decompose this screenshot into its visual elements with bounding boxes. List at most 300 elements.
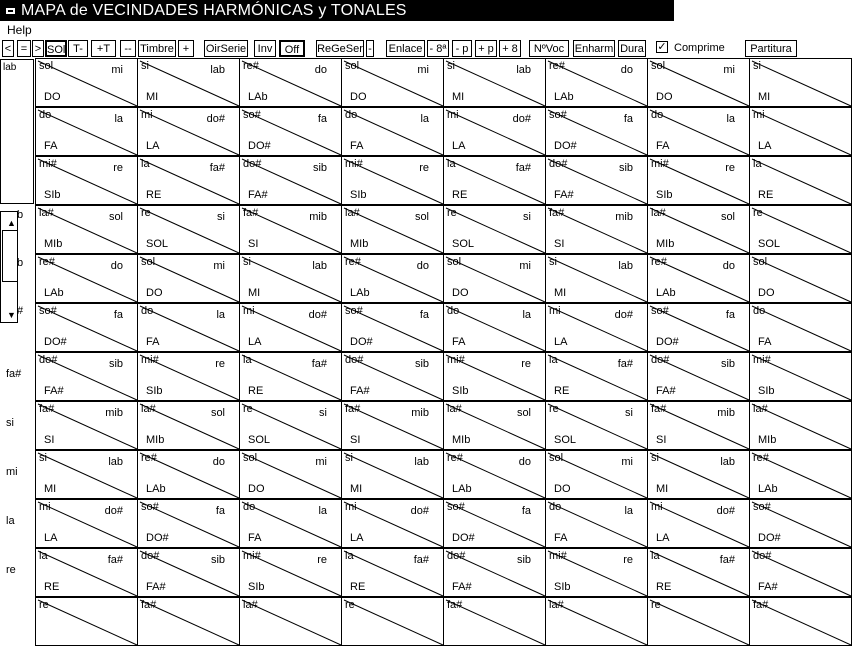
chord-cell[interactable] [239,303,342,352]
chord-cell[interactable] [35,205,138,254]
upper-note: sol [141,256,156,268]
chord-cell[interactable] [545,303,648,352]
chord-cell[interactable] [137,107,240,156]
chord-cell[interactable] [647,58,750,107]
chord-cell[interactable] [35,303,138,352]
chord-name: DO# [452,532,475,544]
chord-cell[interactable] [749,254,852,303]
chord-cell[interactable] [239,107,342,156]
side-note: mib [105,407,123,419]
toolbar-button[interactable]: + 8 [499,40,521,57]
upper-note: re [141,207,151,219]
chord-cell[interactable] [545,401,648,450]
upper-note: la [753,158,762,170]
chord-cell[interactable] [545,548,648,597]
upper-note: re [447,207,457,219]
chord-cell[interactable] [239,205,342,254]
toolbar-button[interactable]: Enharm [573,40,615,57]
scroll-label-flat-1: b [17,209,24,221]
toolbar-button[interactable]: SOl [45,40,67,57]
chord-cell[interactable] [443,303,546,352]
toolbar-button[interactable]: +T [91,40,116,57]
side-note: do [518,456,531,468]
chord-cell[interactable] [443,254,546,303]
window-title: MAPA de VECINDADES HARMÓNICAS y TONALES [21,1,407,19]
side-note: mib [717,407,735,419]
upper-note: mi# [141,354,159,366]
side-note: do [722,260,735,272]
chord-name: MI [758,91,771,103]
chord-cell[interactable] [239,597,342,646]
row-label: si [6,417,14,429]
side-note: mib [615,211,633,223]
toolbar-button[interactable]: OirSerie [204,40,248,57]
chord-cell[interactable] [443,450,546,499]
upper-note: la [141,158,150,170]
upper-note: so# [39,305,57,317]
chord-cell[interactable] [35,254,138,303]
chord-name: MIb [146,434,165,446]
chord-name: FA [248,532,262,544]
side-note: re [419,162,429,174]
chord-cell[interactable] [749,499,852,548]
toolbar-button[interactable]: > [32,40,44,57]
chord-cell[interactable] [341,499,444,548]
chord-name: MI [146,91,159,103]
chord-name: FA [350,140,364,152]
chord-cell[interactable] [35,58,138,107]
chord-name: FA [656,140,670,152]
chord-cell[interactable] [443,107,546,156]
upper-note: sol [39,60,54,72]
chord-cell[interactable] [239,58,342,107]
upper-note: si [243,256,251,268]
chord-cell[interactable] [341,303,444,352]
upper-note: si [141,60,149,72]
chord-cell[interactable] [137,499,240,548]
side-note: re [521,358,531,370]
upper-note: sol [651,60,666,72]
chord-cell[interactable] [137,303,240,352]
chord-name: LA [452,140,466,152]
side-note: do# [206,113,225,125]
chord-cell[interactable] [35,499,138,548]
side-note: lab [210,64,225,76]
upper-note: fa# [141,599,157,611]
chord-cell[interactable] [749,548,852,597]
side-note: sib [516,554,531,566]
scroll-thumb[interactable] [2,230,18,282]
side-note: fa# [413,554,429,566]
row-label: la [6,515,15,527]
chord-cell[interactable] [137,450,240,499]
toolbar-button[interactable]: T- [68,40,88,57]
side-note: si [319,407,327,419]
chord-cell[interactable] [239,401,342,450]
chord-name: DO [554,483,571,495]
upper-note: so# [345,305,363,317]
chord-name: SIb [554,581,571,593]
toolbar-button[interactable]: = [17,40,31,57]
upper-note: mi# [39,158,57,170]
upper-note: la# [141,403,156,415]
chord-cell[interactable] [443,499,546,548]
upper-note: si [651,452,659,464]
chord-cell[interactable] [239,156,342,205]
upper-note: do [753,305,766,317]
chord-name: LA [554,336,568,348]
toolbar-button[interactable]: - 8ª [427,40,449,57]
side-note: mi [111,64,123,76]
upper-note: si [447,60,455,72]
chord-cell[interactable] [443,548,546,597]
side-note: sib [210,554,225,566]
side-note: mi [621,456,633,468]
chord-cell[interactable] [137,205,240,254]
upper-note: la [39,550,48,562]
chord-cell[interactable] [239,450,342,499]
side-note: re [623,554,633,566]
chord-cell[interactable] [545,205,648,254]
side-note: la [726,113,735,125]
chord-cell[interactable] [545,254,648,303]
chord-cell[interactable] [35,156,138,205]
chord-cell[interactable] [749,597,852,646]
row-label: mi [6,466,18,478]
side-note: re [215,358,225,370]
upper-note: la [345,550,354,562]
menu-help[interactable]: Help [7,23,32,37]
upper-note: do# [549,158,568,170]
chord-cell[interactable] [35,597,138,646]
chord-cell[interactable] [647,450,750,499]
chord-cell[interactable] [341,450,444,499]
side-note: fa# [515,162,531,174]
upper-note: do [549,501,562,513]
chord-name: MIb [350,238,369,250]
chord-name: SI [44,434,55,446]
upper-note: fa# [549,207,565,219]
chord-cell[interactable] [545,499,648,548]
comprime-checkbox[interactable]: ✓ [657,41,667,53]
toolbar-button[interactable]: Off [279,40,305,57]
upper-note: sol [345,60,360,72]
chord-cell[interactable] [341,107,444,156]
chord-name: RE [146,189,162,201]
chord-name: FA [554,532,568,544]
upper-note: mi# [345,158,363,170]
upper-note: la# [243,599,258,611]
chord-name: SIb [146,385,163,397]
chord-cell[interactable] [749,205,852,254]
side-note: la [318,505,327,517]
comprime-label: Comprime [674,42,725,54]
upper-note: so# [753,501,771,513]
side-note: lab [108,456,123,468]
note-list-box[interactable] [0,59,34,204]
chord-cell[interactable] [443,401,546,450]
upper-note: do [243,501,256,513]
upper-note: la# [345,207,360,219]
scroll-label-sharp: # [17,305,24,317]
upper-note: la# [549,599,564,611]
chord-cell[interactable] [35,450,138,499]
chord-cell[interactable] [545,352,648,401]
chord-cell[interactable] [443,58,546,107]
upper-note: so# [651,305,669,317]
chord-name: MIb [758,434,777,446]
upper-note: mi [447,109,459,121]
scroll-label-flat-2: b [17,257,24,269]
chord-cell[interactable] [341,401,444,450]
chord-cell[interactable] [35,352,138,401]
chord-name: SIb [452,385,469,397]
toolbar-button[interactable]: NºVoc [529,40,569,57]
chord-name: MI [554,287,567,299]
scroll-down-icon[interactable]: ▼ [7,310,16,320]
chord-name: LA [656,532,670,544]
toolbar-button[interactable]: - p [452,40,472,57]
chord-cell[interactable] [341,597,444,646]
chord-cell[interactable] [239,499,342,548]
toolbar-button[interactable]: Dura [618,40,646,57]
chord-name: DO# [350,336,373,348]
upper-note: mi [345,501,357,513]
side-note: lab [312,260,327,272]
chord-cell[interactable] [443,597,546,646]
chord-cell[interactable] [647,156,750,205]
upper-note: so# [447,501,465,513]
side-note: mi [315,456,327,468]
chord-name: LAb [656,287,676,299]
upper-note: la [447,158,456,170]
chord-name: LA [146,140,160,152]
toolbar-button[interactable]: Enlace [386,40,425,57]
side-note: lab [516,64,531,76]
chord-name: MI [44,483,57,495]
upper-note: do# [243,158,262,170]
upper-note: sol [447,256,462,268]
chord-name: FA [44,140,58,152]
chord-name: LA [44,532,58,544]
upper-note: fa# [753,599,769,611]
chord-cell[interactable] [647,548,750,597]
chord-name: RE [554,385,570,397]
upper-note: sol [753,256,768,268]
chord-name: SIb [758,385,775,397]
chord-cell[interactable] [647,303,750,352]
chord-cell[interactable] [137,156,240,205]
side-note: mi [723,64,735,76]
upper-note: do [447,305,460,317]
chord-cell[interactable] [749,156,852,205]
chord-cell[interactable] [749,107,852,156]
chord-name: DO# [554,140,577,152]
chord-name: DO# [656,336,679,348]
upper-note: re# [141,452,157,464]
upper-note: re [753,207,763,219]
chord-name: FA# [656,385,676,397]
upper-note: mi# [447,354,465,366]
chord-cell[interactable] [137,548,240,597]
chord-cell[interactable] [137,58,240,107]
chord-name: SOL [758,238,781,250]
upper-note: so# [141,501,159,513]
toolbar-button[interactable]: -- [120,40,136,57]
chord-name: LAb [554,91,574,103]
diagonal-divider [648,598,751,647]
upper-note: re# [549,60,565,72]
chord-cell[interactable] [137,597,240,646]
chord-cell[interactable] [647,401,750,450]
upper-note: so# [549,109,567,121]
chord-name: FA# [248,189,268,201]
toolbar-button[interactable]: Inv [254,40,276,57]
chord-cell[interactable] [749,303,852,352]
chord-cell[interactable] [647,597,750,646]
chord-name: DO [44,91,61,103]
upper-note: re# [651,256,667,268]
chord-cell[interactable] [647,107,750,156]
side-note: do [620,64,633,76]
note-list-top-label: lab [3,62,17,73]
toolbar-button[interactable]: < [2,40,14,57]
side-note: mib [411,407,429,419]
upper-note: mi [243,305,255,317]
chord-cell[interactable] [443,205,546,254]
side-note: sib [312,162,327,174]
upper-note: do# [651,354,670,366]
chord-name: DO# [248,140,271,152]
upper-note: re# [345,256,361,268]
chord-name: LAb [248,91,268,103]
chord-name: RE [350,581,366,593]
chord-name: LAb [350,287,370,299]
chord-name: MI [248,287,261,299]
chord-cell[interactable] [443,352,546,401]
upper-note: do# [753,550,772,562]
chord-name: DO [248,483,265,495]
chord-cell[interactable] [137,254,240,303]
toolbar-button[interactable]: Partitura [745,40,797,57]
upper-note: la [651,550,660,562]
upper-note: do [141,305,154,317]
chord-cell[interactable] [239,548,342,597]
chord-cell[interactable] [137,401,240,450]
chord-cell[interactable] [545,597,648,646]
chord-name: SOL [554,434,577,446]
chord-cell[interactable] [545,58,648,107]
chord-cell[interactable] [341,58,444,107]
chord-name: SI [554,238,565,250]
upper-note: re [549,403,559,415]
side-note: sol [516,407,531,419]
upper-note: la# [753,403,768,415]
chord-name: LA [758,140,772,152]
upper-note: do# [39,354,58,366]
upper-note: fa# [39,403,55,415]
upper-note: la [243,354,252,366]
upper-note: mi [549,305,561,317]
toolbar-button[interactable]: + [178,40,194,57]
chord-name: RE [656,581,672,593]
chord-cell[interactable] [35,401,138,450]
toolbar-button[interactable]: ReGeSer [316,40,364,57]
chord-cell[interactable] [35,107,138,156]
chord-cell[interactable] [545,156,648,205]
chord-cell[interactable] [545,107,648,156]
upper-note: re [243,403,253,415]
side-note: do# [716,505,735,517]
chord-name: FA [452,336,466,348]
upper-note: re [651,599,661,611]
chord-name: FA [758,336,772,348]
side-note: do [314,64,327,76]
chord-name: DO [350,91,367,103]
side-note: do# [104,505,123,517]
chord-name: DO# [44,336,67,348]
chord-cell[interactable] [239,352,342,401]
side-note: do [416,260,429,272]
title-bar [0,0,674,21]
toolbar-button[interactable]: - [366,40,374,57]
chord-cell[interactable] [341,352,444,401]
chord-cell[interactable] [341,548,444,597]
chord-name: SI [248,238,259,250]
chord-cell[interactable] [137,352,240,401]
chord-cell[interactable] [239,254,342,303]
chord-cell[interactable] [749,401,852,450]
upper-note: la [549,354,558,366]
chord-cell[interactable] [341,205,444,254]
chord-cell[interactable] [341,156,444,205]
chord-cell[interactable] [749,352,852,401]
side-note: sib [618,162,633,174]
chord-cell[interactable] [647,352,750,401]
upper-note: mi [753,109,765,121]
side-note: mi [519,260,531,272]
chord-name: FA# [554,189,574,201]
upper-note: re [39,599,49,611]
chord-cell[interactable] [443,156,546,205]
window-menu-icon[interactable] [5,6,17,16]
side-note: mi [213,260,225,272]
scroll-up-icon[interactable]: ▲ [7,218,16,228]
chord-name: MIb [656,238,675,250]
side-note: do# [308,309,327,321]
toolbar-button[interactable]: + p [475,40,497,57]
side-note: la [216,309,225,321]
accidental-scrollbar[interactable] [0,211,18,323]
chord-cell[interactable] [341,254,444,303]
side-note: la [624,505,633,517]
side-note: fa# [617,358,633,370]
side-note: lab [720,456,735,468]
upper-note: sol [549,452,564,464]
chord-cell[interactable] [647,254,750,303]
chord-cell[interactable] [35,548,138,597]
chord-name: RE [452,189,468,201]
chord-cell[interactable] [647,205,750,254]
chord-cell[interactable] [545,450,648,499]
chord-cell[interactable] [647,499,750,548]
chord-cell[interactable] [749,450,852,499]
side-note: sol [720,211,735,223]
side-note: sol [108,211,123,223]
chord-cell[interactable] [749,58,852,107]
toolbar-button[interactable]: Timbre [138,40,176,57]
side-note: fa [521,505,531,517]
